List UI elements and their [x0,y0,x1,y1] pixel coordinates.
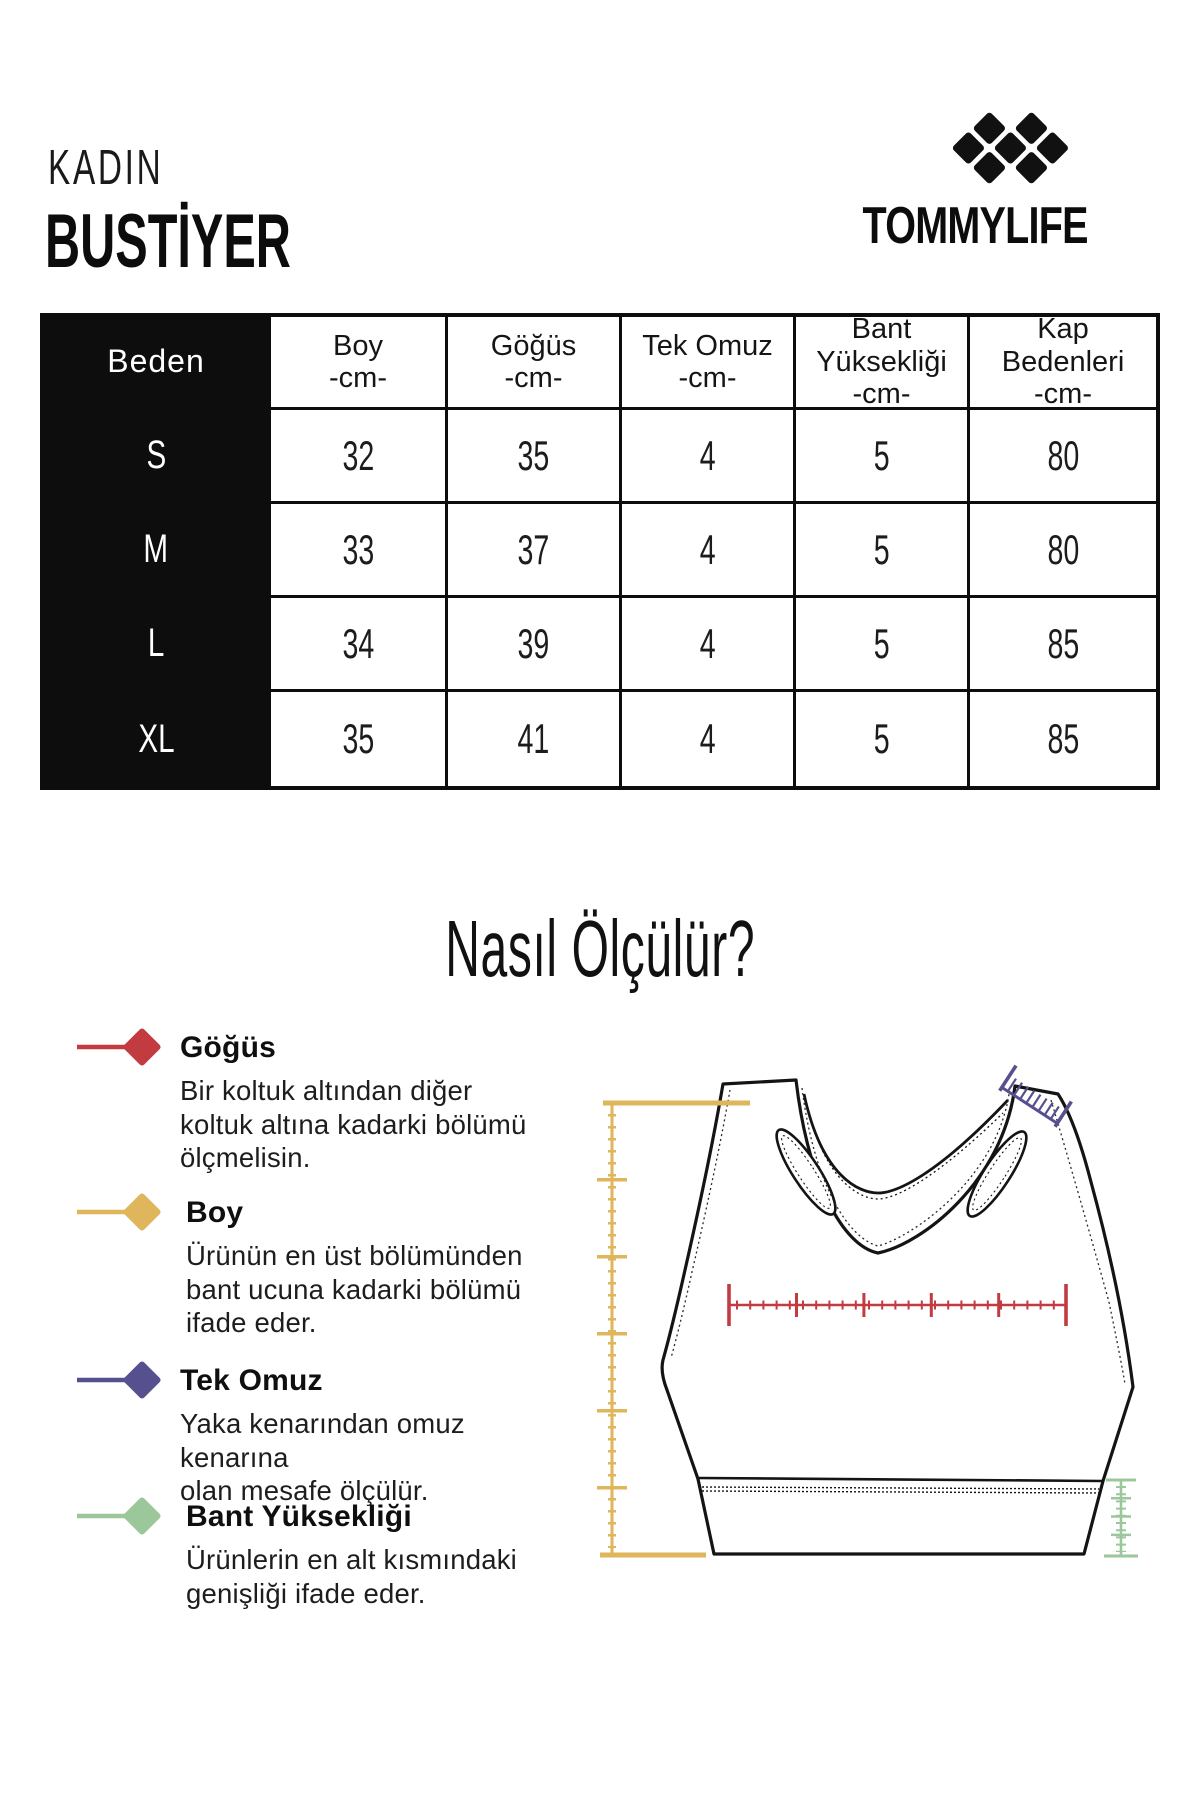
size-cell-m: M [44,504,271,598]
table-cell: 35 [448,410,622,504]
table-cell: 5 [796,504,970,598]
size-cell-l: L [44,598,271,692]
diamond-cluster-icon [951,111,1069,184]
legend-name: Göğüs [180,1031,276,1064]
table-cell: 32 [271,410,448,504]
brand-name [780,196,1170,256]
size-table [40,313,1160,790]
product-title-text: BUSTİYER [45,199,291,284]
table-cell: 33 [271,504,448,598]
table-cell: 5 [796,692,970,786]
header-cell-gogus: Göğüs -cm- [448,317,622,410]
category-title-text: KADIN [48,141,164,195]
bant-yuksekligi-ruler [1104,1480,1138,1556]
legend-description: Ürünün en üst bölümünden bant ucuna kadarki bölümü ifade eder. [186,1240,523,1338]
table-cell: 4 [622,692,796,786]
table-cell: 4 [622,504,796,598]
table-cell: 80 [970,410,1156,504]
legend-name: Tek Omuz [180,1364,323,1397]
tek-omuz-diamond-icon [75,1356,167,1404]
brand-name-text: TOMMYLIFE [862,197,1088,255]
legend-description: Ürünlerin en alt kısmındaki genişliği ifade eder. [186,1544,517,1609]
header-cell-bant-yuksekligi: Bant Yüksekliği -cm- [796,317,970,410]
bustier-measure-diagram [560,1060,1160,1580]
table-cell: 4 [622,410,796,504]
table-cell: 80 [970,504,1156,598]
bustier-drawing [662,1080,1133,1554]
header-cell-kap-bedenleri: Kap Bedenleri -cm- [970,317,1156,410]
brand-logo-icon [938,100,1076,196]
unit-label: -cm- [678,362,737,394]
gogus-diamond-icon [75,1023,167,1071]
how-to-measure-title: Nasıl Ölçülür? [445,904,755,993]
unit-label: -cm- [852,378,911,411]
boy-diamond-icon [75,1188,167,1236]
header-cell-beden: Beden [44,317,271,410]
legend-name: Bant Yüksekliği [186,1500,412,1533]
category-title [48,140,218,196]
unit-label: -cm- [329,362,387,394]
table-cell: 85 [970,598,1156,692]
legend-name: Boy [186,1196,244,1229]
unit-label: -cm- [504,362,563,394]
table-cell: 4 [622,598,796,692]
table-cell: 5 [796,598,970,692]
table-cell: 85 [970,692,1156,786]
header-cell-tek-omuz: Tek Omuz -cm- [622,317,796,410]
header-cell-boy: Boy -cm- [271,317,448,410]
unit-label: -cm- [1034,378,1092,411]
table-cell: 39 [448,598,622,692]
table-cell: 41 [448,692,622,786]
legend-description: Bir koltuk altından diğer koltuk altına kadarki bölümü ölçmelisin. [180,1075,527,1173]
legend-description: Yaka kenarından omuz kenarına olan mesafe ölçülür. [180,1408,465,1506]
size-cell-xl: XL [44,692,271,786]
product-title [45,198,429,285]
table-cell: 34 [271,598,448,692]
bant-yuksekligi-diamond-icon [75,1492,167,1540]
size-cell-s: S [44,410,271,504]
table-cell: 37 [448,504,622,598]
table-cell: 35 [271,692,448,786]
table-cell: 5 [796,410,970,504]
